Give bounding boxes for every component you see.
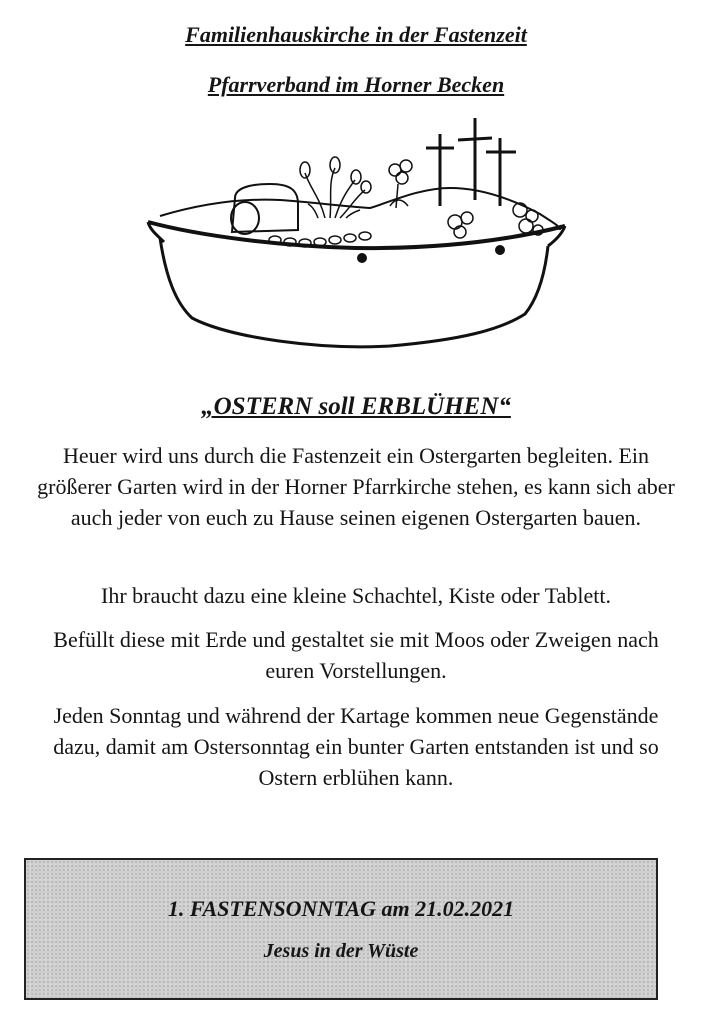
- page-subtitle: Pfarrverband im Horner Becken: [207, 72, 505, 97]
- paragraph-sundays: Jeden Sonntag und während der Kartage kommen neue Gegenstände dazu, damit am Ostersonntag ein bunter Garten entstanden ist und so Ostern erblühen kann.: [53, 703, 659, 790]
- cross-icon: [426, 134, 454, 206]
- paragraph-instructions: Befüllt diese mit Erde und gestaltet sie mit Moos oder Zweigen nach euren Vorstellungen.: [53, 627, 659, 683]
- tomb-icon: [231, 184, 298, 234]
- sunday-info-box: [24, 858, 658, 1000]
- plant-icon: [300, 157, 371, 218]
- paragraph-intro: Heuer wird uns durch die Fastenzeit ein Ostergarten begleiten. Ein größerer Garten wird in der Horner Pfarrkirche stehen, es kann sich aber auch jeder von euch zu Hause seinen eigenen Ostergarten bauen.: [37, 443, 675, 530]
- bowl-icon: [148, 222, 565, 347]
- page-title: Familienhauskirche in der Fastenzeit: [185, 22, 527, 47]
- sunday-date: 1. FASTENSONNTAG am 21.02.2021: [167, 896, 515, 921]
- paragraph-materials: Ihr braucht dazu eine kleine Schachtel, Kiste oder Tablett.: [101, 583, 611, 608]
- easter-garden-bowl-icon: [140, 118, 570, 353]
- sunday-theme: Jesus in der Wüste: [263, 940, 419, 962]
- cross-icon: [486, 138, 516, 206]
- headline: „OSTERN soll ERBLÜHEN“: [201, 393, 511, 420]
